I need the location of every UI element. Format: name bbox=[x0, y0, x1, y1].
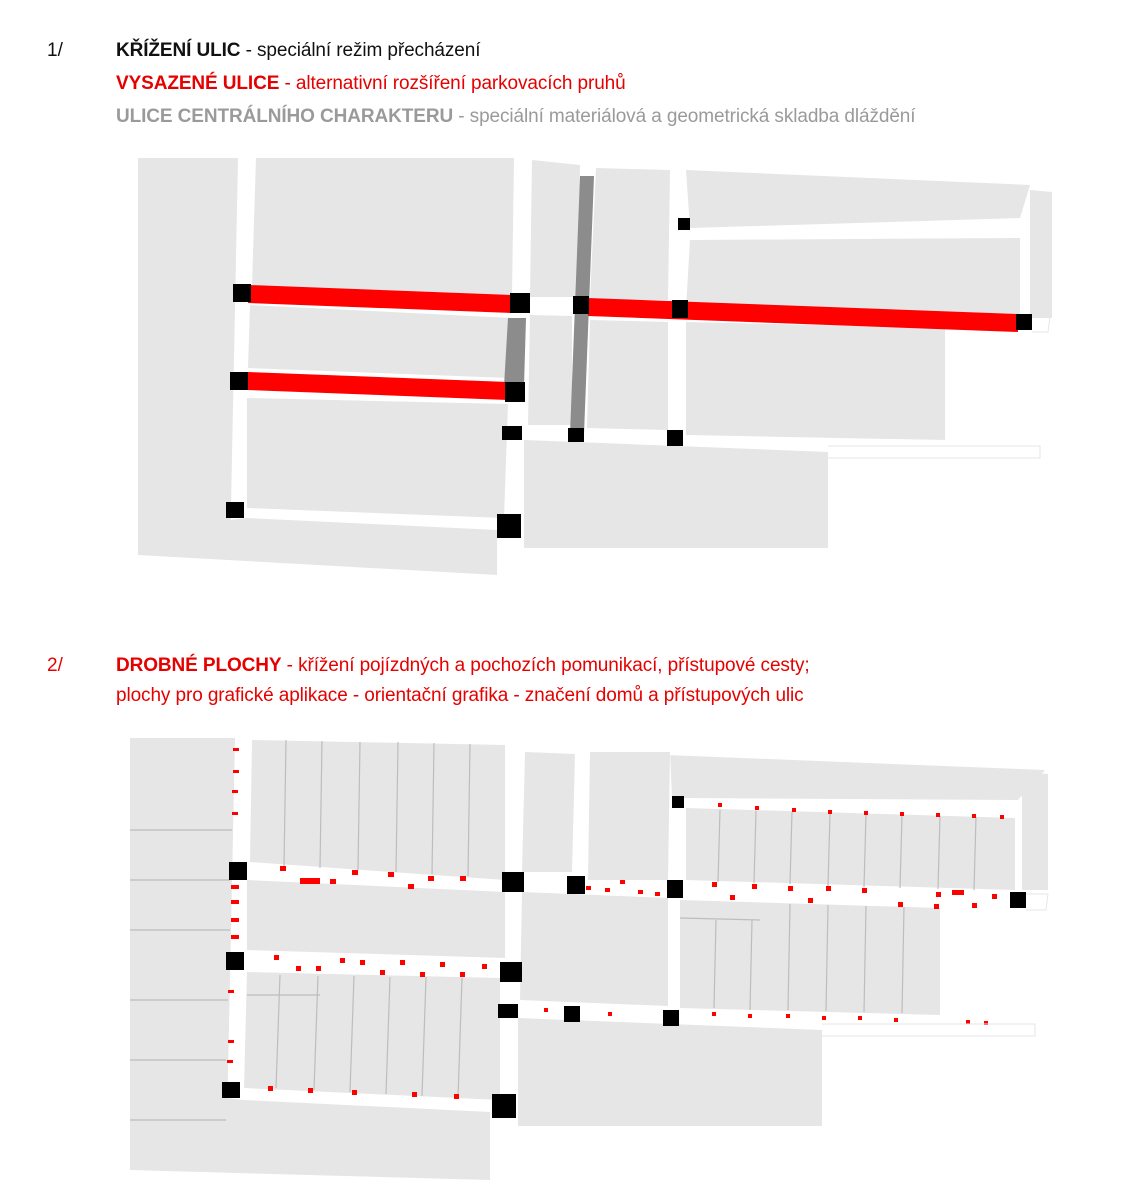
small-area bbox=[231, 885, 239, 889]
small-area bbox=[858, 1016, 862, 1020]
small-area bbox=[340, 958, 345, 963]
crossing bbox=[492, 1094, 516, 1118]
small-area bbox=[605, 888, 610, 892]
small-area bbox=[966, 1020, 970, 1024]
small-areas-text: - křížení pojízdných a pochozích pomunikací, přístupové cesty; bbox=[281, 655, 810, 676]
small-area bbox=[330, 879, 336, 884]
small-area bbox=[231, 918, 239, 922]
small-area bbox=[544, 1008, 548, 1012]
small-area bbox=[360, 960, 365, 965]
small-area bbox=[862, 888, 867, 893]
small-area bbox=[894, 1018, 898, 1022]
planted-streets-title: VYSAZENÉ ULICE bbox=[116, 73, 280, 94]
small-area bbox=[412, 1092, 417, 1097]
small-area bbox=[900, 812, 904, 816]
small-area bbox=[308, 1088, 313, 1093]
small-area bbox=[227, 1060, 233, 1063]
small-area bbox=[730, 895, 735, 900]
small-areas-title: DROBNÉ PLOCHY bbox=[116, 655, 282, 676]
crossing bbox=[229, 862, 247, 880]
small-area bbox=[420, 972, 425, 977]
planted-streets-text: - alternativní rozšíření parkovacích pruhů bbox=[279, 73, 626, 94]
small-area bbox=[752, 884, 757, 889]
crossing bbox=[564, 1006, 580, 1022]
small-area bbox=[828, 810, 832, 814]
map2-block-center-top2 bbox=[588, 752, 670, 880]
small-area bbox=[898, 902, 903, 907]
small-area bbox=[864, 811, 868, 815]
small-area bbox=[1000, 815, 1004, 819]
small-area bbox=[822, 1016, 826, 1020]
small-area bbox=[232, 812, 238, 815]
small-area bbox=[788, 886, 793, 891]
small-area bbox=[296, 966, 301, 971]
small-area bbox=[620, 880, 625, 884]
small-area bbox=[482, 964, 487, 969]
small-area bbox=[718, 803, 722, 807]
small-area bbox=[454, 1094, 459, 1099]
small-area bbox=[655, 892, 660, 896]
crossing bbox=[667, 880, 683, 898]
small-area bbox=[786, 1014, 790, 1018]
crossing bbox=[500, 962, 522, 982]
small-area bbox=[638, 890, 643, 894]
small-area bbox=[936, 813, 940, 817]
small-area bbox=[388, 872, 394, 877]
small-area bbox=[231, 935, 239, 939]
central-streets-title: ULICE CENTRÁLNÍHO CHARAKTERU bbox=[116, 106, 454, 127]
small-area bbox=[380, 970, 385, 975]
small-area bbox=[712, 882, 717, 887]
map2-block-east-top bbox=[686, 808, 1015, 890]
crossing bbox=[222, 1082, 240, 1098]
map2-block-center-mid bbox=[520, 892, 668, 1006]
crossing bbox=[1010, 892, 1026, 908]
small-area bbox=[352, 870, 358, 875]
small-area bbox=[300, 878, 320, 884]
small-area bbox=[586, 886, 591, 890]
street-edge bbox=[822, 1024, 1035, 1036]
crossing bbox=[226, 952, 244, 970]
small-area bbox=[934, 904, 939, 909]
section1-number: 1/ bbox=[47, 40, 63, 61]
map2-blocks bbox=[130, 738, 1048, 1180]
crossing bbox=[663, 1010, 679, 1026]
street-edge bbox=[1026, 894, 1048, 910]
small-area bbox=[233, 770, 239, 773]
map2-block-far-east bbox=[1022, 772, 1048, 890]
small-area bbox=[228, 1040, 234, 1043]
graphic-areas-text: plochy pro grafické aplikace - orientační grafika - značení domů a přístupových ulic bbox=[116, 685, 804, 706]
small-area bbox=[992, 894, 997, 899]
small-area bbox=[268, 1086, 273, 1091]
map2-block-center-top bbox=[522, 752, 575, 872]
small-area bbox=[316, 966, 321, 971]
crossing bbox=[502, 872, 524, 892]
small-area bbox=[233, 748, 239, 751]
small-area bbox=[460, 876, 466, 881]
small-area bbox=[231, 900, 239, 904]
crossing bbox=[672, 796, 684, 808]
small-area bbox=[408, 884, 414, 889]
small-area bbox=[755, 806, 759, 810]
small-area bbox=[712, 1012, 716, 1016]
small-area bbox=[400, 960, 405, 965]
crossing bbox=[567, 876, 585, 894]
central-streets-text: - speciální materiálová a geometrická skladba dláždění bbox=[453, 106, 916, 127]
map2-block-west bbox=[130, 738, 235, 1170]
small-area bbox=[228, 990, 234, 993]
crossing-text: - speciální režim přecházení bbox=[240, 40, 481, 61]
small-area bbox=[936, 892, 941, 897]
small-area bbox=[428, 876, 434, 881]
small-area bbox=[808, 898, 813, 903]
small-area bbox=[280, 866, 286, 871]
small-area bbox=[440, 962, 445, 967]
small-area bbox=[748, 1014, 752, 1018]
small-area bbox=[972, 903, 977, 908]
small-area bbox=[274, 955, 279, 960]
small-area bbox=[460, 972, 465, 977]
small-area bbox=[826, 886, 831, 891]
small-area bbox=[792, 808, 796, 812]
small-area bbox=[972, 814, 976, 818]
map2-block-mid-left bbox=[247, 880, 505, 958]
crossing bbox=[498, 1004, 518, 1018]
map2-block-east-mid bbox=[680, 900, 940, 1015]
crossing-title: KŘÍŽENÍ ULIC bbox=[116, 40, 241, 61]
small-area bbox=[952, 890, 964, 895]
small-area bbox=[232, 790, 238, 793]
map2-block-top-left bbox=[250, 740, 505, 880]
small-area bbox=[352, 1090, 357, 1095]
map2-block-south-center bbox=[518, 1018, 822, 1126]
section2-number: 2/ bbox=[47, 655, 63, 676]
small-area bbox=[608, 1012, 612, 1016]
